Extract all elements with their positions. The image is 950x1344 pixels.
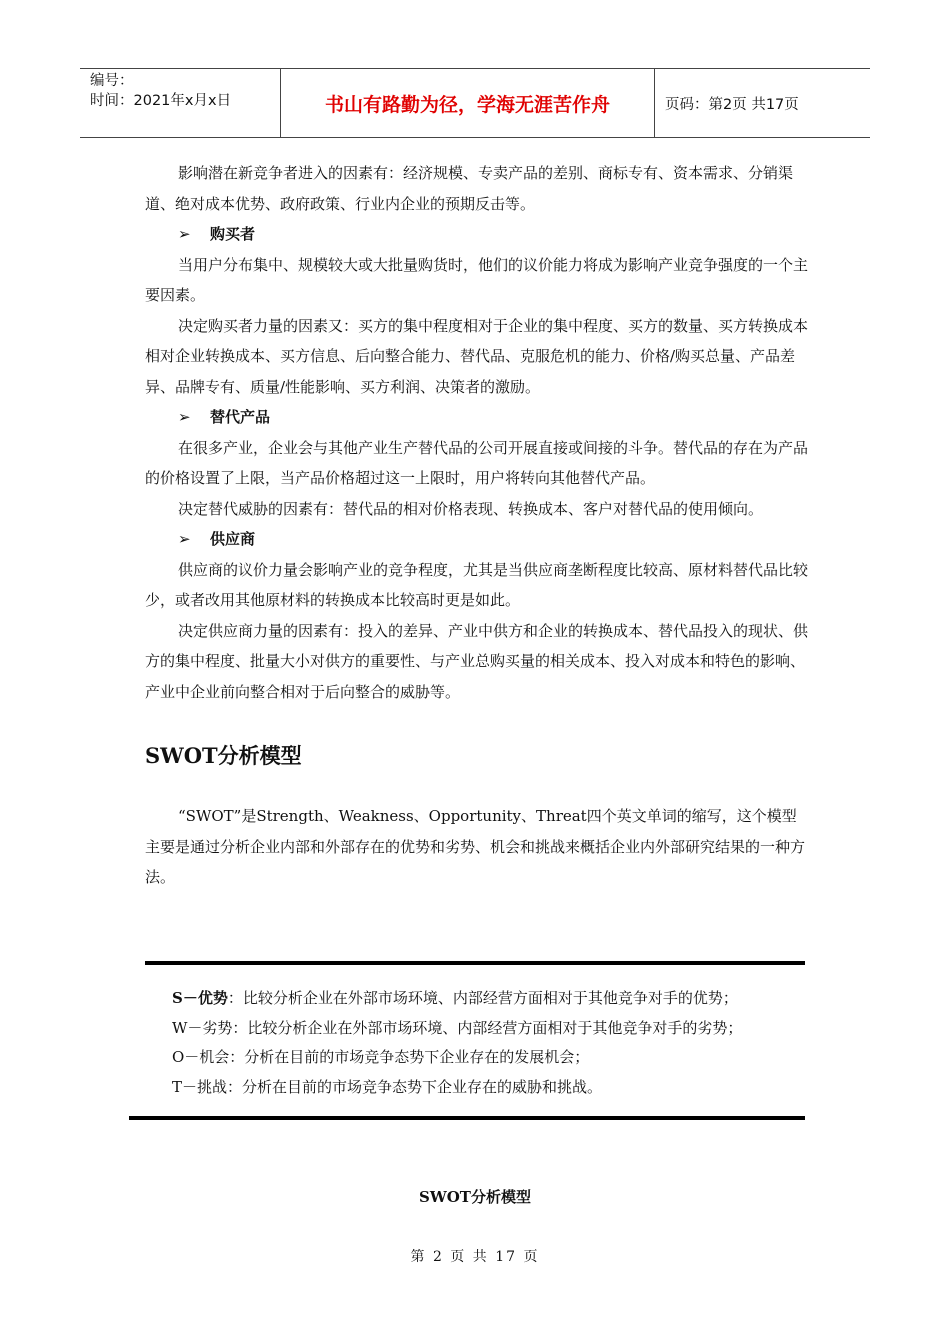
bullet-label: 购买者 xyxy=(210,225,256,243)
swot-strength xyxy=(172,984,812,1014)
header-motto: 书山有路勤为径，学海无涯苦作舟 xyxy=(281,69,655,137)
paragraph: 决定购买者力量的因素又：买方的集中程度相对于企业的集中程度、买方的数量、买方转换成本相对企业转换成本、买方信息、后向整合能力、替代品、克服危机的能力、价格/购买总量、产品差异、品牌专有、质量/性能影响、买方利润、决策者的激励。 xyxy=(145,316,809,396)
arrow-bullet-icon: ➢ xyxy=(178,530,191,548)
doc-date: 时间：2021年x月x日 xyxy=(90,93,232,109)
bullet-heading-substitutes xyxy=(145,402,810,433)
swot-definitions xyxy=(172,984,812,1102)
paragraph: 影响潜在新竞争者进入的因素有：经济规模、专卖产品的差别、商标专有、资本需求、分销渠道、绝对成本优势、政府政策、行业内企业的预期反击等。 xyxy=(145,164,794,213)
swot-threat: T－挑战：分析在目前的市场竞争态势下企业存在的威胁和挑战。 xyxy=(172,1077,603,1096)
header-meta xyxy=(80,69,281,137)
paragraph: 当用户分布集中、规模较大或大批量购货时，他们的议价能力将成为影响产业竞争强度的一个主要因素。 xyxy=(145,255,809,304)
arrow-bullet-icon: ➢ xyxy=(178,408,191,426)
paragraph: “SWOT”是Strength、Weakness、Opportunity、Threat四个英文单词的缩写，这个模型主要是通过分析企业内部和外部存在的优势和劣势、机会和挑战来概括企业内外部研究结果的一种方法。 xyxy=(145,807,806,886)
section-heading-swot: SWOT分析模型 xyxy=(145,743,302,768)
swot-strength-label: S－优势 xyxy=(172,989,228,1007)
arrow-bullet-icon: ➢ xyxy=(178,225,191,243)
bullet-heading-buyers xyxy=(145,219,810,250)
bottom-rule xyxy=(129,1116,805,1120)
bullet-label: 替代产品 xyxy=(210,408,271,426)
swot-weakness: W－劣势：比较分析企业在外部市场环境、内部经营方面相对于其他竞争对手的劣势； xyxy=(172,1018,743,1037)
header-page-info: 页码：第2页 共17页 xyxy=(665,96,799,113)
paragraph: 在很多产业，企业会与其他产业生产替代品的公司开展直接或间接的斗争。替代品的存在为产品的价格设置了上限，当产品价格超过这一上限时，用户将转向其他替代产品。 xyxy=(145,438,809,487)
paragraph: 决定供应商力量的因素有：投入的差异、产业中供方和企业的转换成本、替代品投入的现状、供方的集中程度、批量大小对供方的重要性、与产业总购买量的相关成本、投入对成本和特色的影响、产业中企业前向整合相对于后向整合的威胁等。 xyxy=(145,621,809,701)
paragraph: 供应商的议价力量会影响产业的竞争程度，尤其是当供应商垄断程度比较高、原材料替代品比较少，或者改用其他原材料的转换成本比较高时更是如此。 xyxy=(145,560,809,609)
bullet-label: 供应商 xyxy=(210,530,256,548)
page-footer: 第 2 页 共 17 页 xyxy=(410,1249,540,1265)
document-body xyxy=(145,158,810,893)
page-header xyxy=(80,68,870,138)
bullet-heading-suppliers xyxy=(145,524,810,555)
figure-caption: SWOT分析模型 xyxy=(419,1188,531,1206)
top-rule xyxy=(145,961,805,965)
swot-strength-text: ：比较分析企业在外部市场环境、内部经营方面相对于其他竞争对手的优势； xyxy=(227,989,738,1007)
doc-number-label: 编号： xyxy=(90,73,134,89)
paragraph: 决定替代威胁的因素有：替代品的相对价格表现、转换成本、客户对替代品的使用倾向。 xyxy=(178,499,764,518)
swot-opportunity: O－机会：分析在目前的市场竞争态势下企业存在的发展机会； xyxy=(172,1048,590,1066)
